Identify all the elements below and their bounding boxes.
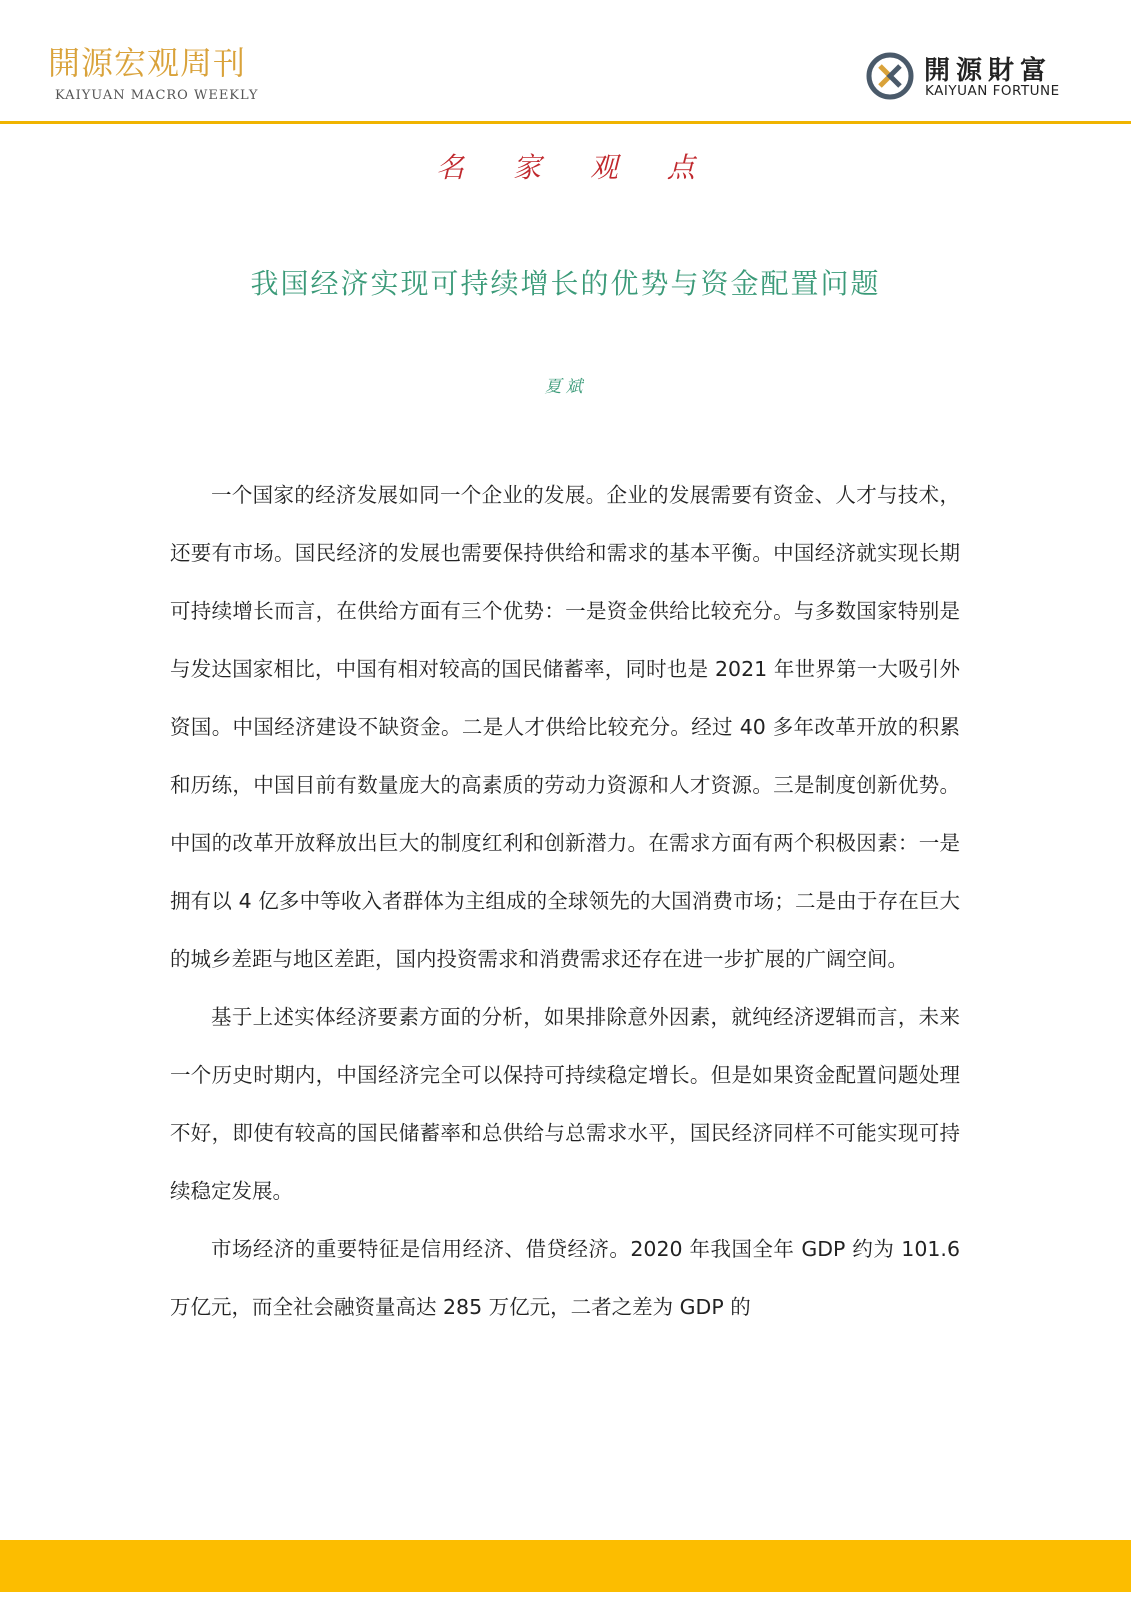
- body-paragraph: 一个国家的经济发展如同一个企业的发展。企业的发展需要有资金、人才与技术，还要有市场。国民经济的发展也需要保持供给和需求的基本平衡。中国经济就实现长期可持续增长而言，在供给方面有三个优势：一是资金供给比较充分。与多数国家特别是与发达国家相比，中国有相对较高的国民储蓄率，同时也是 2021 年世界第一大吸引外资国。中国经济建设不缺资金。二是人才供给比较充分。经过 40 多年改革开放的积累和历练，中国目前有数量庞大的高素质的劳动力资源和人才资源。三是制度创新优势。中国的改革开放释放出巨大的制度红利和创新潜力。在需求方面有两个积极因素：一是拥有以 4 亿多中等收入者群体为主组成的全球领先的大国消费市场；二是由于存在巨大的城乡差距与地区差距，国内投资需求和消费需求还存在进一步扩展的广阔空间。: [170, 483, 960, 971]
- header-divider: [0, 121, 1131, 124]
- kaiyuan-logo-mark-icon: [866, 52, 914, 100]
- logo-chinese-name: 開源財富: [924, 56, 1053, 86]
- body-paragraph: 市场经济的重要特征是信用经济、借贷经济。2020 年我国全年 GDP 约为 101.6 万亿元，而全社会融资量高达 285 万亿元，二者之差为 GDP 的: [170, 1237, 960, 1319]
- article-author: 夏斌: [544, 377, 587, 397]
- article-body: [170, 466, 960, 1336]
- section-label: 名 家 观 点: [436, 151, 715, 184]
- logo-english-name: KAIYUAN FORTUNE: [925, 83, 1060, 99]
- footer-bar: [0, 1540, 1131, 1592]
- article-title: 我国经济实现可持续增长的优势与资金配置问题: [250, 267, 881, 300]
- body-paragraph: 基于上述实体经济要素方面的分析，如果排除意外因素，就纯经济逻辑而言，未来一个历史时期内，中国经济完全可以保持可持续稳定增长。但是如果资金配置问题处理不好，即使有较高的国民储蓄率和总供给与总需求水平，国民经济同样不可能实现可持续稳定发展。: [170, 1005, 960, 1203]
- page-header: [0, 0, 1131, 125]
- publication-subtitle: KAIYUAN MACRO WEEKLY: [55, 88, 259, 103]
- publication-title: 開源宏观周刊: [48, 44, 247, 82]
- kaiyuan-fortune-logo: [866, 50, 1081, 102]
